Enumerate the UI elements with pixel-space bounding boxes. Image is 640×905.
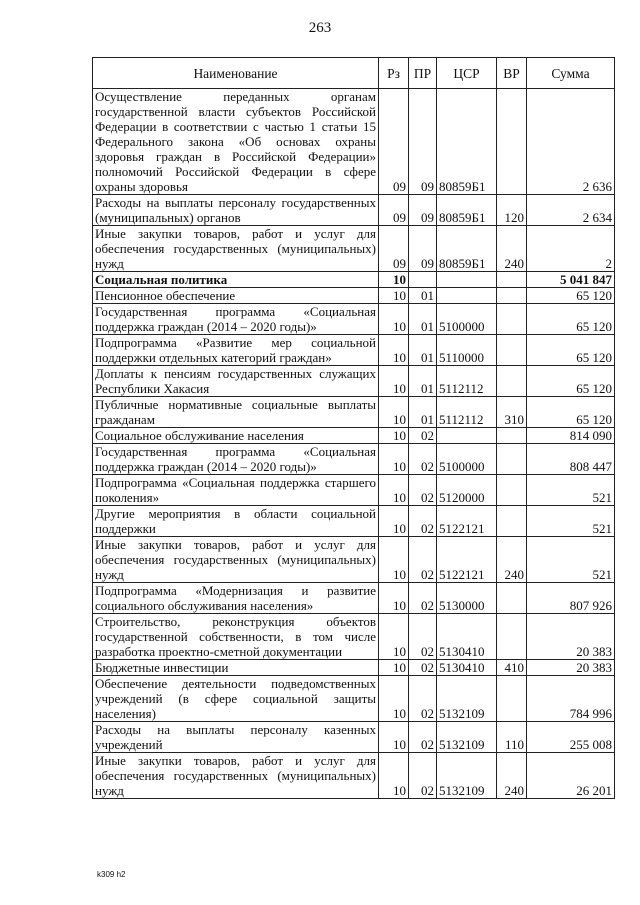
cell-vr: 240 [497, 537, 527, 583]
cell-sum: 65 120 [527, 366, 615, 397]
table-row [93, 226, 615, 272]
table-row [93, 428, 615, 444]
cell-pr: 02 [409, 722, 437, 753]
cell-name: Социальное обслуживание населения [93, 428, 379, 444]
cell-csr: 5122121 [437, 537, 497, 583]
cell-csr: 5132109 [437, 753, 497, 799]
cell-sum: 65 120 [527, 288, 615, 304]
header-sum: Сумма [527, 58, 615, 89]
cell-pr: 02 [409, 506, 437, 537]
table-row [93, 397, 615, 428]
cell-sum: 65 120 [527, 397, 615, 428]
cell-vr [497, 614, 527, 660]
cell-sum: 2 634 [527, 195, 615, 226]
table-header-row [93, 58, 615, 89]
cell-pr: 01 [409, 366, 437, 397]
cell-name: Подпрограмма «Социальная поддержка старшего поколения» [93, 475, 379, 506]
cell-pr: 09 [409, 89, 437, 195]
cell-sum: 5 041 847 [527, 272, 615, 288]
footer-code: k309 h2 [97, 870, 126, 879]
cell-vr [497, 272, 527, 288]
table-row [93, 195, 615, 226]
cell-csr: 5100000 [437, 304, 497, 335]
cell-sum: 20 383 [527, 660, 615, 676]
header-pr: ПР [409, 58, 437, 89]
table-row [93, 722, 615, 753]
cell-vr: 110 [497, 722, 527, 753]
cell-vr [497, 428, 527, 444]
cell-pr: 01 [409, 304, 437, 335]
cell-csr: 80859Б1 [437, 226, 497, 272]
page-number: 263 [308, 20, 332, 36]
cell-name: Подпрограмма «Модернизация и развитие социального обслуживания населения» [93, 583, 379, 614]
cell-vr [497, 89, 527, 195]
cell-rz: 09 [379, 195, 409, 226]
cell-name: Иные закупки товаров, работ и услуг для обеспечения государственных (муниципальных) нужд [93, 753, 379, 799]
cell-rz: 10 [379, 537, 409, 583]
cell-rz: 10 [379, 272, 409, 288]
cell-rz: 10 [379, 304, 409, 335]
cell-sum: 255 008 [527, 722, 615, 753]
cell-vr [497, 366, 527, 397]
cell-sum: 521 [527, 537, 615, 583]
cell-pr: 02 [409, 614, 437, 660]
cell-pr: 01 [409, 335, 437, 366]
table-row [93, 89, 615, 195]
cell-vr: 310 [497, 397, 527, 428]
cell-vr [497, 676, 527, 722]
cell-vr [497, 288, 527, 304]
cell-name: Бюджетные инвестиции [93, 660, 379, 676]
cell-rz: 10 [379, 366, 409, 397]
cell-name: Государственная программа «Социальная поддержка граждан (2014 – 2020 годы)» [93, 304, 379, 335]
cell-vr: 240 [497, 753, 527, 799]
cell-name: Осуществление переданных органам государственной власти субъектов Российской Федерации в соответствии с частью 1 статьи 15 Федерального закона «Об основах охраны здоровья граждан в Российской Федерации» полномочий Российской Федерации в сфере охраны здоровья [93, 89, 379, 195]
cell-vr: 240 [497, 226, 527, 272]
cell-pr: 09 [409, 226, 437, 272]
cell-vr [497, 444, 527, 475]
cell-sum: 2 636 [527, 89, 615, 195]
cell-rz: 09 [379, 89, 409, 195]
cell-csr: 80859Б1 [437, 89, 497, 195]
cell-rz: 10 [379, 753, 409, 799]
cell-sum: 65 120 [527, 335, 615, 366]
cell-csr: 5130410 [437, 660, 497, 676]
table-row [93, 614, 615, 660]
table-row [93, 660, 615, 676]
cell-pr: 09 [409, 195, 437, 226]
cell-pr: 01 [409, 397, 437, 428]
cell-csr [437, 428, 497, 444]
cell-name: Подпрограмма «Развитие мер социальной поддержки отдельных категорий граждан» [93, 335, 379, 366]
cell-rz: 10 [379, 444, 409, 475]
table-row [93, 537, 615, 583]
cell-pr: 02 [409, 428, 437, 444]
cell-vr [497, 304, 527, 335]
cell-csr: 5130000 [437, 583, 497, 614]
cell-pr: 02 [409, 537, 437, 583]
cell-name: Расходы на выплаты персоналу казенных учреждений [93, 722, 379, 753]
cell-csr: 5122121 [437, 506, 497, 537]
cell-name: Социальная политика [93, 272, 379, 288]
cell-csr: 5112112 [437, 366, 497, 397]
budget-table [92, 57, 615, 799]
cell-rz: 10 [379, 428, 409, 444]
cell-name: Публичные нормативные социальные выплаты гражданам [93, 397, 379, 428]
table-row [93, 335, 615, 366]
cell-csr: 5132109 [437, 676, 497, 722]
cell-pr: 01 [409, 288, 437, 304]
header-name: Наименование [93, 58, 379, 89]
cell-name: Доплаты к пенсиям государственных служащих Республики Хакасия [93, 366, 379, 397]
cell-name: Другие мероприятия в области социальной поддержки [93, 506, 379, 537]
cell-name: Государственная программа «Социальная поддержка граждан (2014 – 2020 годы)» [93, 444, 379, 475]
header-csr: ЦСР [437, 58, 497, 89]
cell-csr: 5120000 [437, 475, 497, 506]
cell-csr [437, 288, 497, 304]
cell-rz: 10 [379, 475, 409, 506]
cell-name: Иные закупки товаров, работ и услуг для обеспечения государственных (муниципальных) нужд [93, 537, 379, 583]
cell-csr: 5130410 [437, 614, 497, 660]
cell-name: Иные закупки товаров, работ и услуг для обеспечения государственных (муниципальных) нужд [93, 226, 379, 272]
table-row [93, 753, 615, 799]
cell-sum: 807 926 [527, 583, 615, 614]
cell-pr: 02 [409, 753, 437, 799]
cell-rz: 10 [379, 506, 409, 537]
cell-rz: 10 [379, 288, 409, 304]
cell-name: Строительство, реконструкция объектов государственной собственности, в том числе разработка проектно-сметной документации [93, 614, 379, 660]
cell-rz: 10 [379, 397, 409, 428]
cell-csr: 5132109 [437, 722, 497, 753]
cell-vr [497, 475, 527, 506]
header-rz: Рз [379, 58, 409, 89]
cell-sum: 2 [527, 226, 615, 272]
cell-csr: 80859Б1 [437, 195, 497, 226]
cell-pr: 02 [409, 475, 437, 506]
cell-csr: 5110000 [437, 335, 497, 366]
cell-csr: 5112112 [437, 397, 497, 428]
cell-pr: 02 [409, 660, 437, 676]
cell-pr [409, 272, 437, 288]
table-row [93, 444, 615, 475]
cell-vr [497, 583, 527, 614]
cell-rz: 10 [379, 722, 409, 753]
cell-sum: 814 090 [527, 428, 615, 444]
cell-vr: 410 [497, 660, 527, 676]
cell-pr: 02 [409, 444, 437, 475]
table-row [93, 304, 615, 335]
cell-rz: 10 [379, 660, 409, 676]
cell-sum: 521 [527, 506, 615, 537]
cell-sum: 65 120 [527, 304, 615, 335]
table-row [93, 288, 615, 304]
cell-sum: 808 447 [527, 444, 615, 475]
cell-sum: 26 201 [527, 753, 615, 799]
cell-name: Обеспечение деятельности подведомственных учреждений (в сфере социальной защиты населения) [93, 676, 379, 722]
table-body [93, 89, 615, 799]
header-vr: ВР [497, 58, 527, 89]
table-row [93, 506, 615, 537]
cell-csr [437, 272, 497, 288]
cell-rz: 10 [379, 676, 409, 722]
cell-pr: 02 [409, 676, 437, 722]
cell-vr: 120 [497, 195, 527, 226]
cell-rz: 10 [379, 335, 409, 366]
cell-vr [497, 506, 527, 537]
cell-rz: 10 [379, 614, 409, 660]
cell-vr [497, 335, 527, 366]
cell-sum: 784 996 [527, 676, 615, 722]
cell-sum: 521 [527, 475, 615, 506]
table-row [93, 366, 615, 397]
cell-csr: 5100000 [437, 444, 497, 475]
table-row [93, 475, 615, 506]
cell-name: Пенсионное обеспечение [93, 288, 379, 304]
cell-sum: 20 383 [527, 614, 615, 660]
cell-rz: 10 [379, 583, 409, 614]
cell-name: Расходы на выплаты персоналу государственных (муниципальных) органов [93, 195, 379, 226]
cell-pr: 02 [409, 583, 437, 614]
table-row [93, 272, 615, 288]
table-row [93, 676, 615, 722]
cell-rz: 09 [379, 226, 409, 272]
table-row [93, 583, 615, 614]
